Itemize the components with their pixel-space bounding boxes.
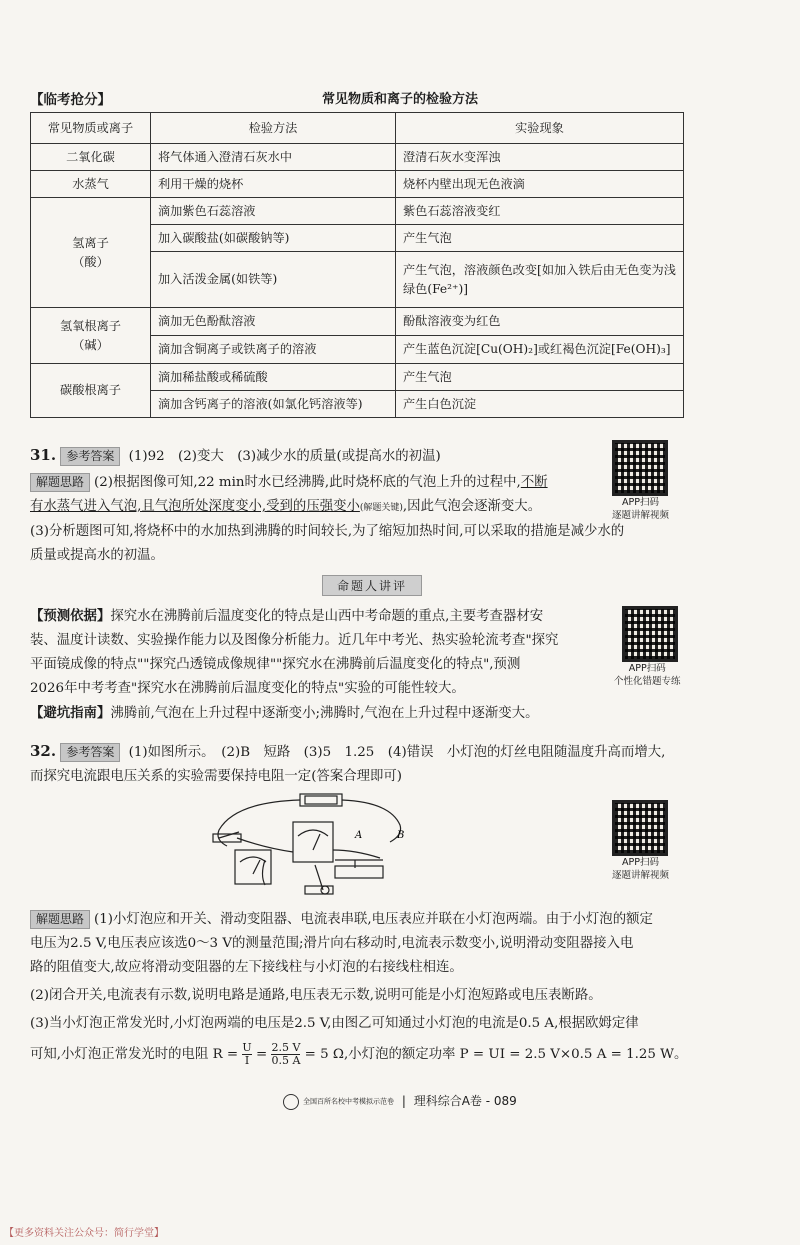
- qr-code-icon[interactable]: [612, 800, 668, 856]
- substance-cell: 碳酸根离子: [31, 364, 151, 418]
- page-footer: 全国百所名校中考模拟示范卷 | 理科综合A卷 - 089: [0, 1092, 800, 1110]
- answer-tag: 参考答案: [60, 447, 120, 466]
- method-cell: 滴加稀盐酸或稀硫酸: [151, 364, 396, 391]
- method-cell: 滴加含铜离子或铁离子的溶液: [151, 336, 396, 364]
- basis-line: 装、温度计读数、实验操作能力以及图像分析能力。近几年中考光、热实验轮流考查"探究: [30, 633, 559, 648]
- table-header-cell: 常见物质或离子: [31, 113, 151, 144]
- analysis-line: (3)当小灯泡正常发光时,小灯泡两端的电压是2.5 V,由图乙可知通过小灯泡的电流是0.5 A,根据欧姆定律: [30, 1016, 639, 1031]
- substance-cell: 二氧化碳: [31, 144, 151, 171]
- q31-analysis: [30, 471, 615, 520]
- method-cell: 将气体通入澄清石灰水中: [151, 144, 396, 171]
- detection-table: [30, 112, 684, 418]
- substance-type: （酸）: [72, 254, 109, 269]
- basis-label: 【预测依据】: [30, 608, 111, 624]
- analysis-line: 电压为2.5 V,电压表应该选0～3 V的测量范围;滑片向右移动时,电流表示数变小,说明滑动变阻器接入电: [30, 936, 634, 951]
- table-row: [31, 364, 684, 391]
- answer-line: 而探究电流跟电压关系的实验需要保持电阻一定(答案合理即可): [30, 769, 402, 784]
- method-cell: 滴加紫色石蕊溶液: [151, 198, 396, 225]
- avoid-label: 【避坑指南】: [30, 705, 111, 721]
- fraction: $\frac{2.5 V}{0.5 A}$: [271, 1041, 301, 1067]
- answer-tag: 参考答案: [60, 743, 120, 762]
- qr-caption: APP扫码: [622, 857, 659, 868]
- section-label: 【临考抢分】: [30, 92, 111, 108]
- q31-answer-line: [30, 443, 600, 469]
- answer-line: 32. 参考答案 (1)如图所示。 (2)B 短路 (3)5 1.25 (4)错误 小灯泡的灯丝电阻随温度升高而增大,: [30, 742, 666, 760]
- basis-line: 【预测依据】探究水在沸腾前后温度变化的特点是山西中考命题的重点,主要考查器材安: [30, 608, 544, 624]
- basis-line: 2026年中考考查"探究水在沸腾前后温度变化的特点"实验的可能性较大。: [30, 681, 465, 696]
- q32-analysis: [30, 908, 730, 1067]
- qr-code-icon[interactable]: [622, 606, 678, 662]
- table-title: 常见物质和离子的检验方法: [321, 92, 478, 107]
- qr-code-icon[interactable]: [612, 440, 668, 496]
- result-cell: 产生气泡: [396, 225, 684, 252]
- result-cell: 产生气泡，溶液颜色改变[如加入铁后由无色变为浅绿色(Fe²⁺)]: [396, 252, 684, 308]
- commentary-qr-block[interactable]: [614, 606, 681, 688]
- rheostat-icon: [335, 866, 383, 878]
- analysis-tag: 解题思路: [30, 473, 90, 492]
- analysis-line: 质量或提高水的初温。: [30, 548, 164, 563]
- ammeter-icon: [293, 822, 333, 862]
- voltmeter-icon: [235, 850, 271, 884]
- result-cell: 产生气泡: [396, 364, 684, 391]
- analysis-line: 可知,小灯泡正常发光时的电阻 R = $\frac{U}{I}$ = $\frac{2.5 V}{0.5 A}$ = 5 Ω,小灯泡的额定功率 P = UI = 2.5 V×0.5 A = 1.25 W。: [30, 1041, 688, 1067]
- key-note: (解题关键): [359, 503, 403, 513]
- analysis-line: 路的阻值变大,故应将滑动变阻器的左下接线柱与小灯泡的右接线柱相连。: [30, 960, 463, 975]
- q32-answer: [30, 739, 730, 789]
- basis-line: 平面镜成像的特点""探究凸透镜成像规律""探究水在沸腾前后温度变化的特点",预测: [30, 657, 521, 672]
- footer-page: 理科综合A卷 - 089: [413, 1094, 517, 1108]
- question-number: 31.: [30, 446, 57, 464]
- table-header-row: [31, 113, 684, 144]
- qr-caption: APP扫码: [622, 497, 659, 508]
- source-note: 【更多资料关注公众号：简行学堂】: [4, 1228, 164, 1239]
- q31-answer: (1)92 (2)变大 (3)减少水的质量(或提高水的初温): [128, 449, 441, 464]
- method-cell: 加入活泼金属(如铁等): [151, 252, 396, 308]
- circuit-diagram: [205, 790, 415, 898]
- table-header-cell: 检验方法: [151, 113, 396, 144]
- analysis-line: 解题思路 (2)根据图像可知,22 min时水已经沸腾,此时烧杯底的气泡上升的过程中,不断: [30, 471, 615, 495]
- table-row: [31, 144, 684, 171]
- terminal-label-a: A: [355, 830, 363, 841]
- table-row: [31, 308, 684, 336]
- terminal-label-b: B: [397, 830, 405, 841]
- fraction: $\frac{U}{I}$: [242, 1041, 252, 1067]
- method-cell: 利用干燥的烧杯: [151, 171, 396, 198]
- table-header-cell: 实验现象: [396, 113, 684, 144]
- logo-icon: [283, 1094, 299, 1110]
- result-cell: 产生白色沉淀: [396, 391, 684, 418]
- substance-type: （碱）: [72, 337, 109, 352]
- prediction-basis: [30, 604, 610, 701]
- q32-qr-block[interactable]: [612, 800, 669, 882]
- method-cell: 滴加无色酚酞溶液: [151, 308, 396, 336]
- substance-cell: [31, 198, 151, 308]
- qr-caption: 个性化错题专练: [614, 676, 681, 687]
- substance-cell: [31, 308, 151, 364]
- analysis-line: (2)闭合开关,电流表有示数,说明电路是通路,电压表无示数,说明可能是小灯泡短路或电压表断路。: [30, 988, 602, 1003]
- bulb-icon: [321, 886, 329, 894]
- avoid-pitfall: 【避坑指南】沸腾前,气泡在上升过程中逐渐变小;沸腾时,气泡在上升过程中逐渐变大。: [30, 705, 539, 721]
- method-cell: 滴加含钙离子的溶液(如氯化钙溶液等): [151, 391, 396, 418]
- result-cell: 烧杯内壁出现无色液滴: [396, 171, 684, 198]
- analysis-tag: 解题思路: [30, 910, 90, 929]
- substance-name: 氢氧根离子: [60, 318, 121, 333]
- substance-name: 氢离子: [72, 235, 109, 250]
- table-row: [31, 171, 684, 198]
- analysis-line: (3)分析题图可知,将烧杯中的水加热到沸腾的时间较长,为了缩短加热时间,可以采取的措施是减少水的: [30, 524, 625, 539]
- qr-caption: 逐题讲解视频: [612, 510, 670, 521]
- question-number: 32.: [30, 742, 57, 760]
- table-row: [31, 198, 684, 225]
- qr-caption: 逐题讲解视频: [612, 870, 670, 881]
- switch-icon: [219, 832, 239, 838]
- substance-cell: 水蒸气: [31, 171, 151, 198]
- analysis-line: 解题思路 (1)小灯泡应和开关、滑动变阻器、电流表串联,电压表应并联在小灯泡两端。由于小灯泡的额定: [30, 908, 730, 932]
- result-cell: 产生蓝色沉淀[Cu(OH)₂]或红褐色沉淀[Fe(OH)₃]: [396, 336, 684, 364]
- result-cell: 酚酞溶液变为红色: [396, 308, 684, 336]
- result-cell: 紫色石蕊溶液变红: [396, 198, 684, 225]
- commentary-banner: 命题人讲评: [322, 575, 422, 596]
- q31-analysis-cont: [30, 520, 690, 568]
- q31-qr-block[interactable]: [612, 440, 669, 522]
- method-cell: 加入碳酸盐(如碳酸钠等): [151, 225, 396, 252]
- qr-caption: APP扫码: [628, 663, 666, 674]
- analysis-line: 有水蒸气进入气泡,且气泡所处深度变小,受到的压强变小(解题关键),因此气泡会逐渐变大。: [30, 499, 542, 514]
- footer-brand: 全国百所名校中考模拟示范卷: [303, 1097, 395, 1106]
- result-cell: 澄清石灰水变浑浊: [396, 144, 684, 171]
